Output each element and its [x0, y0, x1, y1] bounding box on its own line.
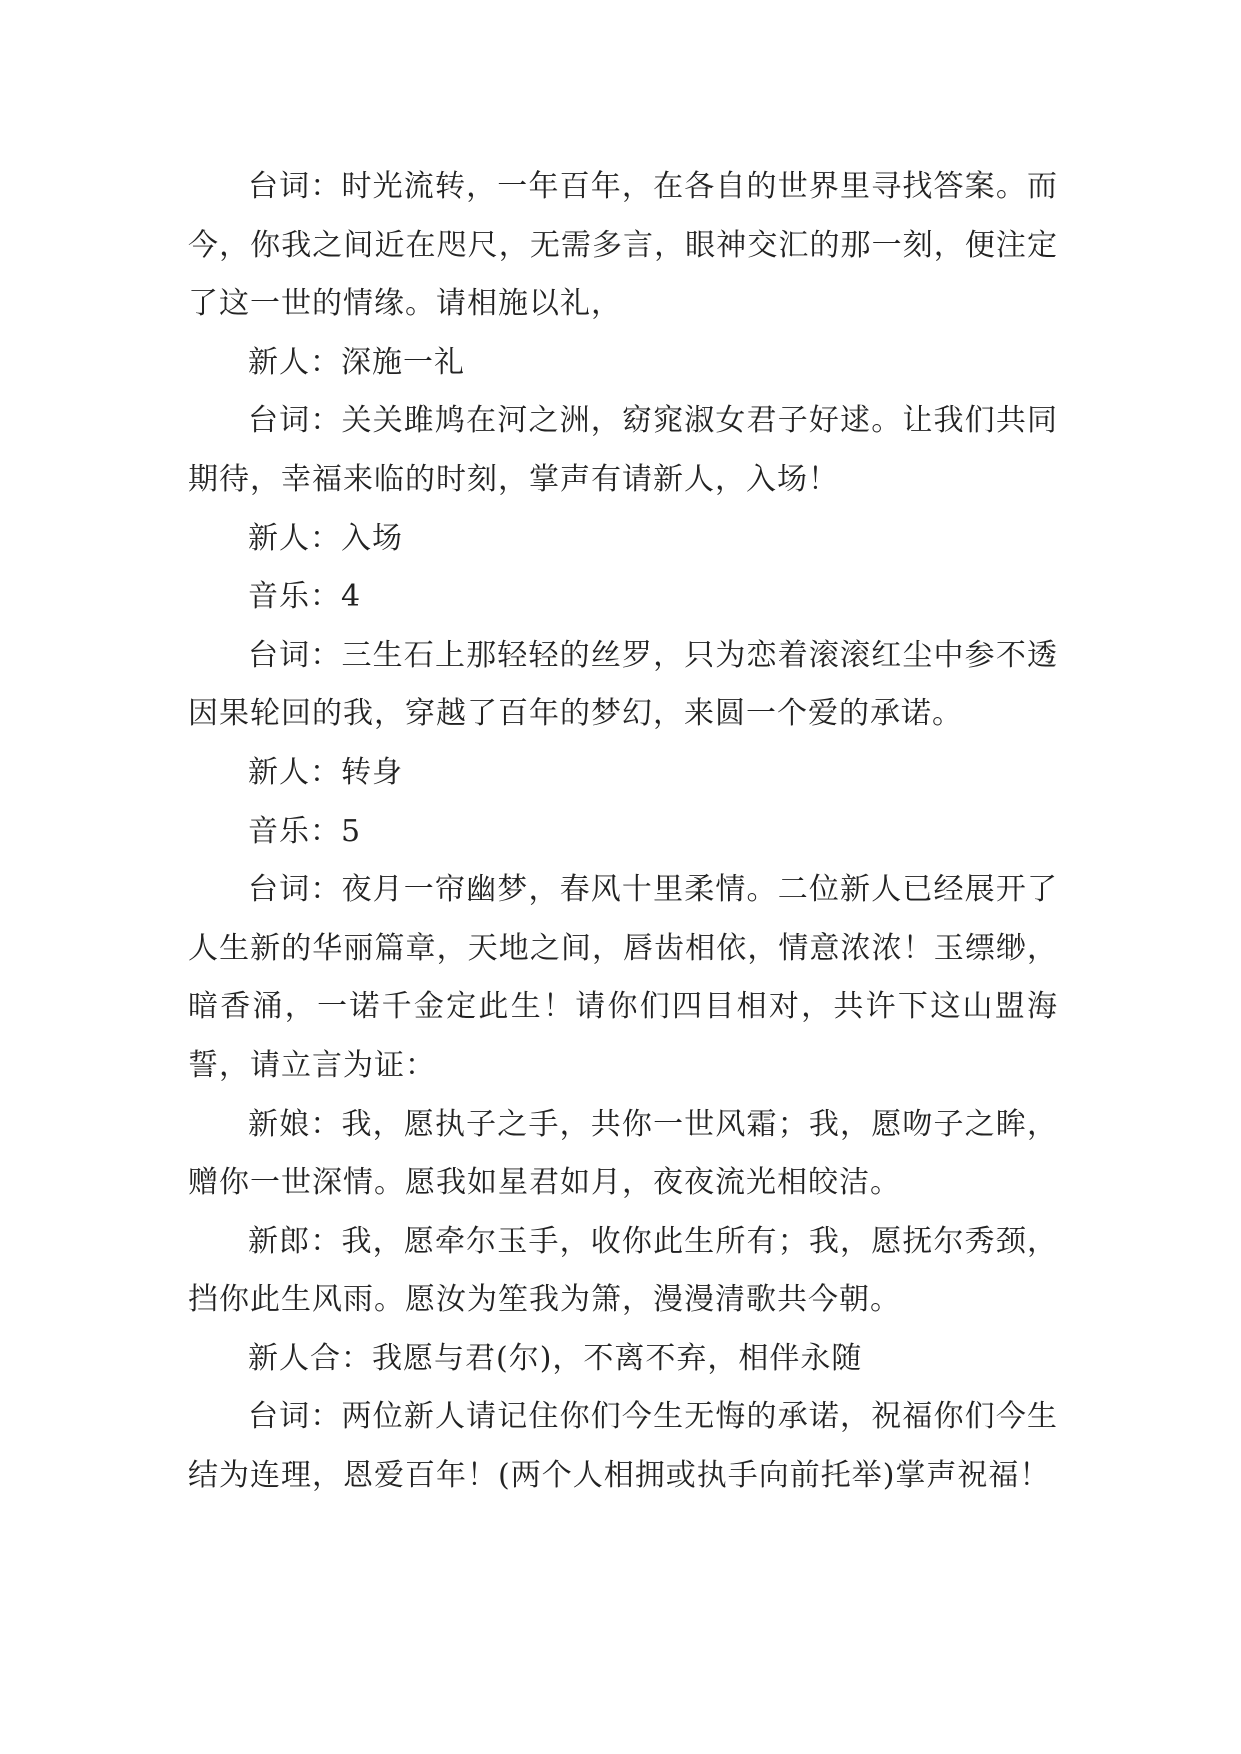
paragraph-9: 台词：夜月一帘幽梦，春风十里柔情。二位新人已经展开了人生新的华丽篇章，天地之间，唇齿相依，情意浓浓！玉缥缈，暗香涌，一诺千金定此生！请你们四目相对，共许下这山盟海誓，请立言为证：	[188, 872, 1058, 1083]
document-body	[188, 158, 1058, 1506]
paragraph-4: 新人：入场	[248, 520, 403, 556]
paragraph-1: 台词：时光流转，一年百年，在各自的世界里寻找答案。而今，你我之间近在咫尺，无需多言，眼神交汇的那一刻，便注定了这一世的情缘。请相施以礼，	[188, 169, 1058, 322]
paragraph-7: 新人：转身	[248, 754, 403, 790]
paragraph-13: 台词：两位新人请记住你们今生无悔的承诺，祝福你们今生结为连理，恩爱百年！(两个人相拥或执手向前托举)掌声祝福！	[188, 1399, 1058, 1494]
paragraph-11: 新郎：我，愿牵尔玉手，收你此生所有；我，愿抚尔秀颈，挡你此生风雨。愿汝为笙我为箫，漫漫清歌共今朝。	[188, 1223, 1058, 1318]
paragraph-12: 新人合：我愿与君(尔)，不离不弃，相伴永随	[248, 1340, 863, 1376]
paragraph-6: 台词：三生石上那轻轻的丝罗，只为恋着滚滚红尘中参不透因果轮回的我，穿越了百年的梦幻，来圆一个爱的承诺。	[188, 637, 1058, 732]
paragraph-10: 新娘：我，愿执子之手，共你一世风霜；我，愿吻子之眸，赠你一世深情。愿我如星君如月，夜夜流光相皎洁。	[188, 1106, 1058, 1201]
paragraph-2: 新人：深施一礼	[248, 344, 465, 380]
paragraph-5: 音乐：4	[248, 579, 362, 615]
paragraph-8: 音乐：5	[248, 813, 362, 849]
paragraph-3: 台词：关关雎鸠在河之洲，窈窕淑女君子好逑。让我们共同期待，幸福来临的时刻，掌声有请新人，入场！	[188, 403, 1058, 497]
